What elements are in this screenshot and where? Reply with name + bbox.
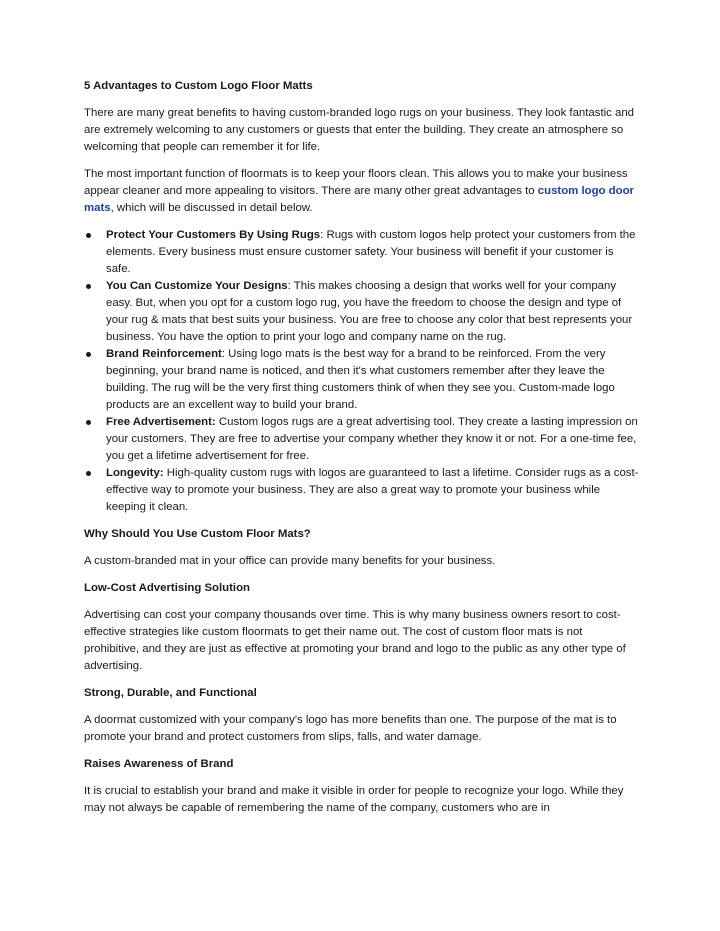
list-item-text: This makes choosing a design that works well for your company easy. But, when you opt for a custom logo rug, you have the freedom to choose the design and type of your rug & mats that best suits your business. You are free to choose any color that best represents your business. You have the option to print your logo and company name on the rug. <box>106 280 633 343</box>
list-item <box>84 227 640 278</box>
section-heading-low-cost: Low-Cost Advertising Solution <box>84 582 250 594</box>
list-item-title: You Can Customize Your Designs <box>106 280 288 292</box>
section-paragraph-why: A custom-branded mat in your office can provide many benefits for your business. <box>84 555 496 567</box>
section-heading-why: Why Should You Use Custom Floor Mats? <box>84 528 311 540</box>
section-paragraph-raises: It is crucial to establish your brand and make it visible in order for people to recognize your logo. While they may not always be capable of remembering the name of the company, customers who are in <box>84 785 624 814</box>
list-item-title: Longevity: <box>106 467 164 479</box>
section-heading-raises: Raises Awareness of Brand <box>84 758 234 770</box>
list-item-separator: : <box>287 280 291 292</box>
bullet-icon <box>86 233 91 238</box>
list-item-separator: : <box>221 348 225 360</box>
list-item <box>84 414 640 465</box>
list-item-title: Brand Reinforcement <box>106 348 222 360</box>
document-page <box>84 78 640 827</box>
advantages-list <box>84 227 640 516</box>
intro-paragraph-2 <box>84 166 640 217</box>
section-heading-strong: Strong, Durable, and Functional <box>84 687 257 699</box>
list-item-text: Custom logos rugs are a great advertising tool. They create a lasting impression on your customers. They are free to advertise your company whether they know it or not. For a one-time fee, you get a lifetime advertisement for free. <box>106 416 638 462</box>
list-item <box>84 278 640 346</box>
list-item-title: Protect Your Customers By Using Rugs <box>106 229 321 241</box>
intro-paragraph-1: There are many great benefits to having custom-branded logo rugs on your business. They look fantastic and are extremely welcoming to any customers or guests that enter the building. They create an atmosphere so welcoming that people can remember it for life. <box>84 107 635 153</box>
bullet-icon <box>86 352 91 357</box>
list-item-title: Free Advertisement: <box>106 416 216 428</box>
section-paragraph-strong: A doormat customized with your company's logo has more benefits than one. The purpose of the mat is to promote your brand and protect customers from slips, falls, and water damage. <box>84 714 617 743</box>
list-item <box>84 346 640 414</box>
list-item <box>84 465 640 516</box>
list-item-text: High-quality custom rugs with logos are guaranteed to last a lifetime. Consider rugs as a cost-effective way to promote your business. They are also a great way to promote your business while keeping it clean. <box>106 467 639 513</box>
custom-logo-door-mats-link[interactable]: custom logo door mats <box>84 185 634 214</box>
list-item-text: Using logo mats is the best way for a brand to be reinforced. From the very beginning, your brand name is noticed, and then it's what customers remember after they leave the building. The rug will be the very first thing customers think of when they see you. Custom-made logo products are an excellent way to build your brand. <box>106 348 615 411</box>
intro-text-after-link: , which will be discussed in detail below. <box>110 202 313 214</box>
document-title: 5 Advantages to Custom Logo Floor Matts <box>84 80 313 92</box>
section-paragraph-low-cost: Advertising can cost your company thousands over time. This is why many business owners resort to cost-effective strategies like custom floormats to get their name out. The cost of custom floor mats is not prohibitive, and they are just as effective at promoting your brand and logo to the public as any other type of advertising. <box>84 609 626 672</box>
bullet-icon <box>86 284 91 289</box>
list-item-separator: : <box>320 229 324 241</box>
bullet-icon <box>86 420 91 425</box>
bullet-icon <box>86 471 91 476</box>
list-item-text: Rugs with custom logos help protect your customers from the elements. Every business must ensure customer safety. Your business will benefit if your customer is safe. <box>106 229 636 275</box>
intro-text-before-link: The most important function of floormats is to keep your floors clean. This allows you to make your business appear cleaner and more appealing to visitors. There are many other great advantages to <box>84 168 628 197</box>
